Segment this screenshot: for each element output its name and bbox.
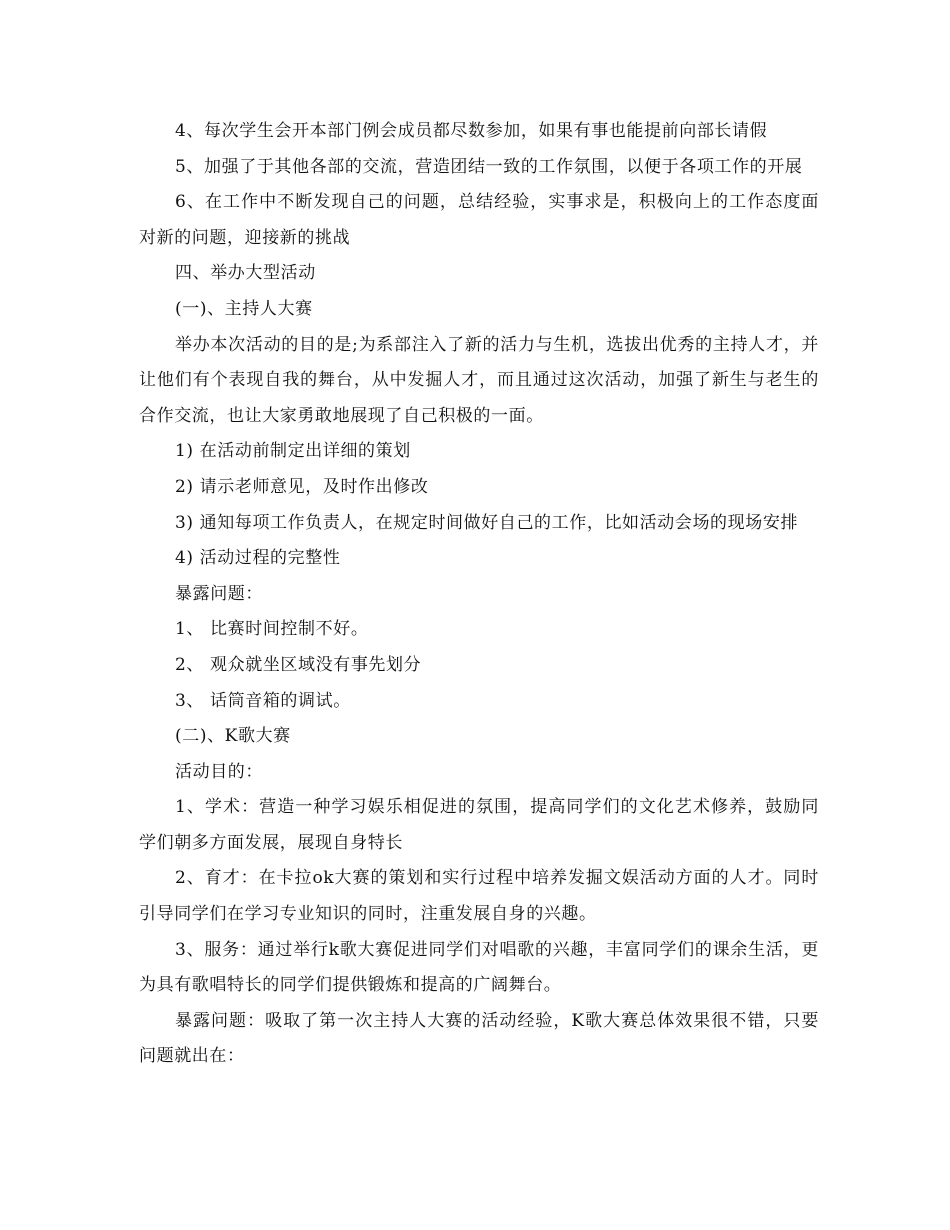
list-item: 6、在工作中不断发现自己的问题，总结经验，实事求是，积极向上的工作态度面对新的问题，迎接新的挑战 <box>139 192 819 248</box>
list-item: 3) 通知每项工作负责人，在规定时间做好自己的工作，比如活动会场的现场安排 <box>175 512 799 533</box>
subsection-heading: (一)、主持人大赛 <box>175 298 313 319</box>
list-item: 4、每次学生会开本部门例会成员都尽数参加，如果有事也能提前向部长请假 <box>175 121 768 141</box>
document-body <box>139 114 819 1075</box>
paragraph: 举办本次活动的目的是;为系部注入了新的活力与生机，选拔出优秀的主持人才，并让他们有个表现自我的舞台，从中发掘人才，而且通过这次活动，加强了新生与老生的合作交流，也让大家勇敢地展现了自己积极的一面。 <box>139 334 819 426</box>
list-item: 2、 观众就坐区域没有事先划分 <box>175 654 422 675</box>
list-item: 3、 话筒音箱的调试。 <box>175 690 351 711</box>
list-item: 4) 活动过程的完整性 <box>175 548 341 569</box>
list-item: 1) 在活动前制定出详细的策划 <box>175 441 411 462</box>
subsection-heading: (二)、K歌大赛 <box>175 726 291 747</box>
list-item: 5、加强了于其他各部的交流，营造团结一致的工作氛围，以便于各项工作的开展 <box>175 156 803 177</box>
list-item: 1、 比赛时间控制不好。 <box>175 619 369 640</box>
section-heading: 四、举办大型活动 <box>175 263 316 284</box>
list-item: 3、服务：通过举行k歌大赛促进同学们对唱歌的兴趣，丰富同学们的课余生活，更为具有歌唱特长的同学们提供锻炼和提高的广阔舞台。 <box>139 939 819 996</box>
paragraph: 暴露问题：吸取了第一次主持人大赛的活动经验，K歌大赛总体效果很不错，只要问题就出在： <box>139 1010 819 1067</box>
list-item: 2、育才：在卡拉ok大赛的策划和实行过程中培养发掘文娱活动方面的人才。同时引导同学们在学习专业知识的同时，注重发展自身的兴趣。 <box>139 868 819 925</box>
list-item: 2) 请示老师意见，及时作出修改 <box>175 476 429 497</box>
list-item: 1、学术：营造一种学习娱乐相促进的氛围，提高同学们的文化艺术修养，鼓励同学们朝多方面发展，展现自身特长 <box>139 797 819 853</box>
label-text: 活动目的： <box>175 761 263 782</box>
label-text: 暴露问题： <box>175 583 263 604</box>
